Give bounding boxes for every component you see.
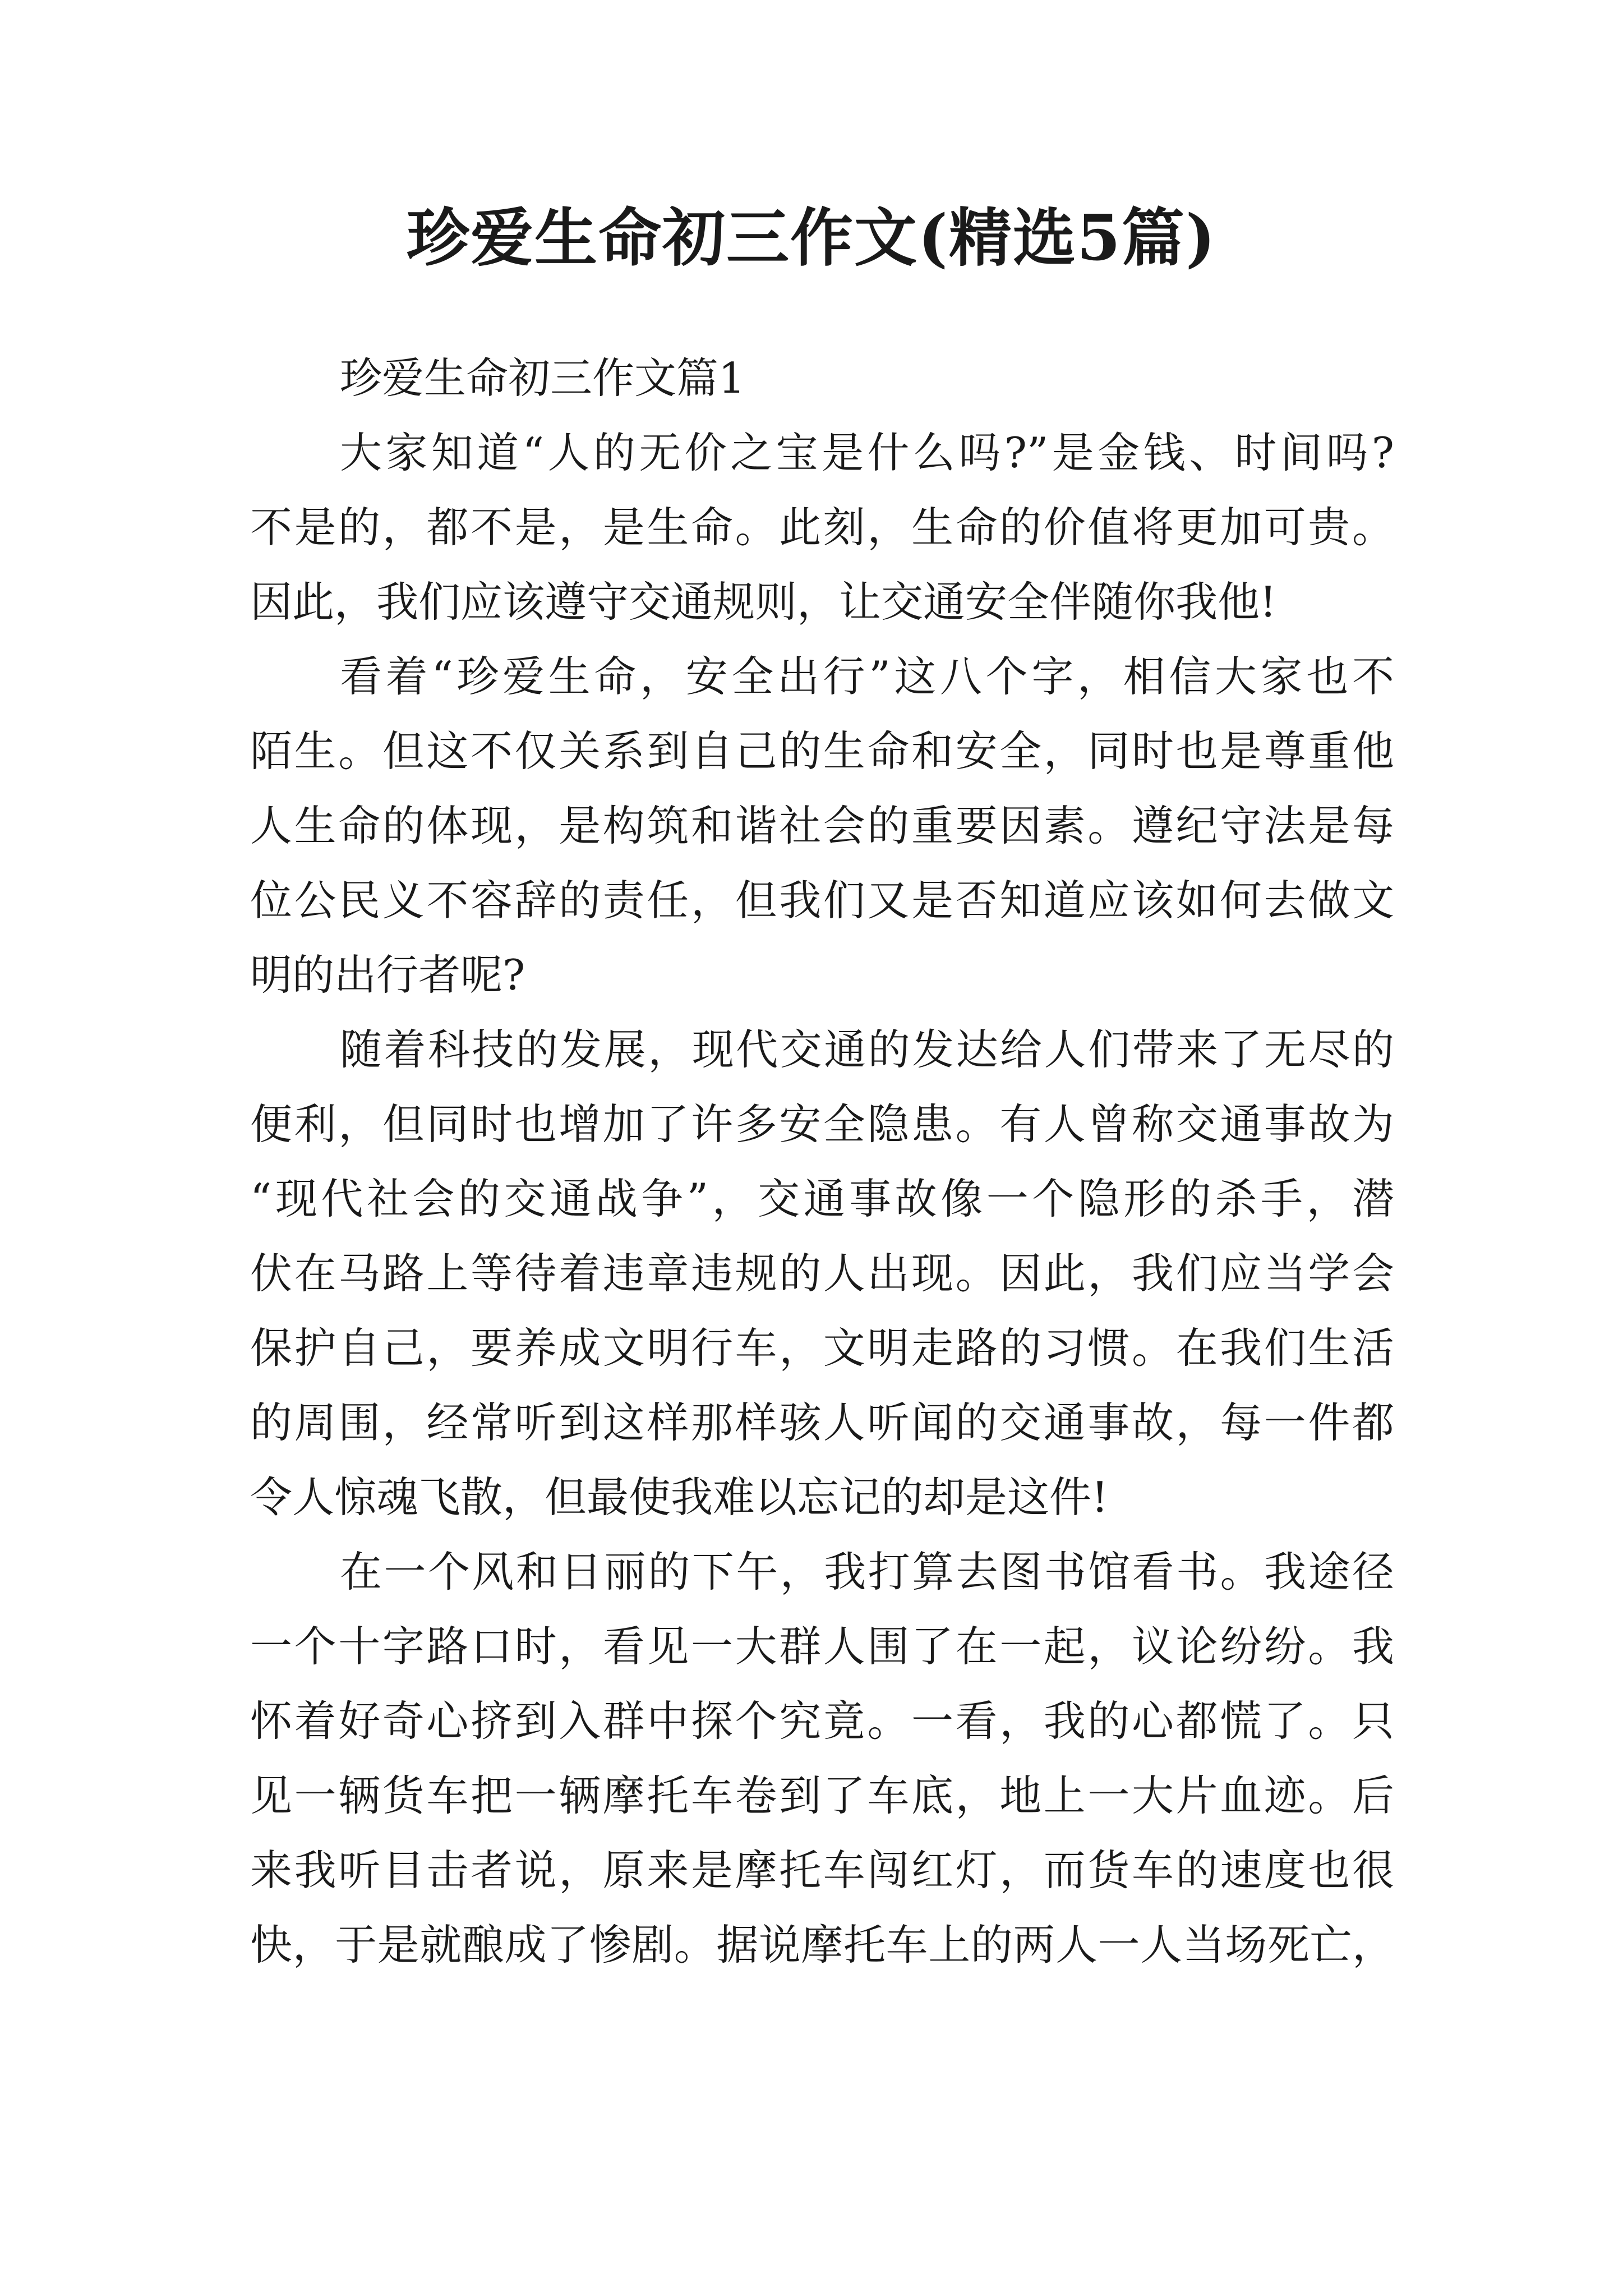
text-line: 人生命的体现，是构筑和谐社会的重要因素。遵纪守法是每 (250, 801, 1394, 850)
text-line: 大家知道“人的无价之宝是什么吗?”是金钱、时间吗? (340, 428, 1394, 477)
text-line: 在一个风和日丽的下午，我打算去图书馆看书。我途径 (340, 1547, 1394, 1596)
text-line: 怀着好奇心挤到入群中探个究竟。一看，我的心都慌了。只 (250, 1696, 1394, 1746)
text-line: 随着科技的发展，现代交通的发达给人们带来了无尽的 (340, 1025, 1394, 1074)
text-line: 一个十字路口时，看见一大群人围了在一起，议论纷纷。我 (250, 1622, 1394, 1671)
document-body (250, 341, 1394, 1982)
text-line: 因此，我们应该遵守交通规则，让交通安全伴随你我他! (250, 577, 1277, 627)
text-line: 明的出行者呢? (250, 950, 525, 1000)
section-heading: 珍爱生命初三作文篇1 (340, 353, 745, 403)
text-line: 保护自己，要养成文明行车，文明走路的习惯。在我们生活 (250, 1323, 1394, 1373)
text-line: 不是的，都不是，是生命。此刻，生命的价值将更加可贵。 (250, 503, 1394, 552)
text-line: “现代社会的交通战争”，交通事故像一个隐形的杀手，潜 (250, 1174, 1394, 1223)
document-title: 珍爱生命初三作文(精选5篇) (407, 201, 1216, 275)
text-line: 的周围，经常听到这样那样骇人听闻的交通事故，每一件都 (250, 1398, 1394, 1447)
text-line: 看着“珍爱生命，安全出行”这八个字，相信大家也不 (340, 652, 1394, 701)
text-line: 陌生。但这不仅关系到自己的生命和安全，同时也是尊重他 (250, 726, 1394, 776)
text-line: 快，于是就酿成了惨剧。据说摩托车上的两人一人当场死亡， (250, 1920, 1394, 1970)
text-line: 见一辆货车把一辆摩托车卷到了车底，地上一大片血迹。后 (250, 1771, 1394, 1820)
text-line: 令人惊魂飞散，但最使我难以忘记的却是这件! (250, 1473, 1109, 1522)
text-line: 伏在马路上等待着违章违规的人出现。因此，我们应当学会 (250, 1249, 1394, 1298)
text-line: 位公民义不容辞的责任，但我们又是否知道应该如何去做文 (250, 876, 1394, 925)
text-line: 便利，但同时也增加了许多安全隐患。有人曾称交通事故为 (250, 1099, 1394, 1149)
text-line: 来我听目击者说，原来是摩托车闯红灯，而货车的速度也很 (250, 1846, 1394, 1895)
